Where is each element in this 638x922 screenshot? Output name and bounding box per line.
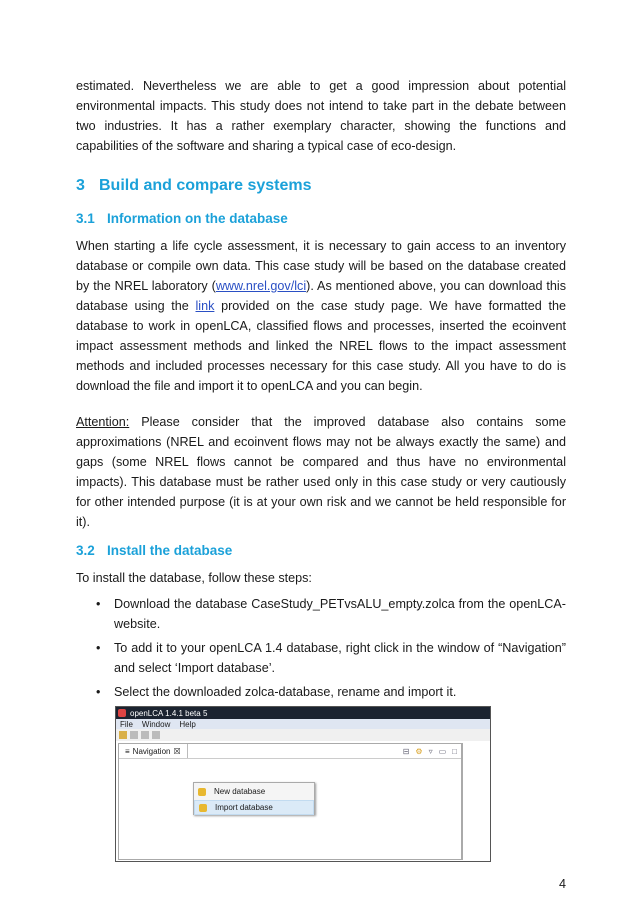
heading-title: Build and compare systems [99,177,312,194]
download-link[interactable]: link [195,299,215,313]
spacer [76,396,566,412]
text: ). As mentioned above, you can download this database using the [76,279,567,313]
text: compile own data. This case study will be based on the database created by the NREL [76,259,567,293]
paragraph-database-info [76,236,566,396]
home-icon[interactable] [119,731,127,739]
bullet-icon: • [96,685,101,699]
heading-number: 3 [76,177,85,194]
text: impacts. This study does not intend to take part in the debate between two industries. It has a [76,99,567,133]
title-bar [116,707,490,719]
minimize-icon[interactable]: ▭ [438,746,447,756]
window-title: openLCA 1.4.1 beta 5 [130,708,208,718]
tree-icon: ≡ [125,746,130,756]
page-number: 4 [558,877,566,891]
section-heading-3-2 [76,542,566,560]
heading-title: Information on the database [107,211,288,226]
attention-label: Attention: [76,415,130,429]
divider [462,743,463,860]
app-icon [118,709,126,717]
list-item [76,594,566,634]
openlca-screenshot [115,706,491,862]
text: used only in this case study or very cautiously for other intended purpose (it is at your own risk [76,475,566,509]
close-icon[interactable]: ☒ [173,746,181,756]
save-icon[interactable] [130,731,138,739]
toolbar [116,729,490,741]
section-heading-3 [76,176,566,196]
menu-file[interactable]: File [120,719,133,729]
text: and we cannot be held responsible for it). [76,495,567,529]
text: classified flows and processes, inserted the ecoinvent impact assessment methods and linked [76,319,566,353]
import-database-icon [199,804,207,812]
text: estimated. Nevertheless we are able to get a good impression about potential environmental [76,79,566,113]
save-all-icon[interactable] [152,731,160,739]
view-menu-icon[interactable]: ▿ [428,746,433,756]
list-item [76,682,566,702]
bullet-text: Download the database CaseStudy_PETvsALU_empty.zolca from the openLCA-website. [114,597,566,631]
text: laboratory ( [151,279,216,293]
text: a typical case of eco-design. [297,139,457,153]
install-steps [76,594,566,702]
text: When starting a life cycle assessment, it is necessary to gain access to an inventory database or [76,239,566,273]
menu-item-label: New database [214,787,266,796]
maximize-icon[interactable]: □ [452,746,457,756]
menu-item-new-database[interactable] [194,785,314,798]
bullet-text: To add it to your openLCA 1.4 database, right click in the window of “Navigation” and [114,641,566,675]
menu-bar [116,719,490,729]
install-intro: To install the database, follow these steps: [76,571,312,585]
text: Please consider that the improved database also contains some approximations [76,415,566,449]
text: the NREL flows to the impact assessment methods and included processes necessary for this [76,339,566,373]
view-tab-bar [119,744,461,759]
text: (NREL and ecoinvent flows may not be always exactly the same) and gaps (some NREL flows [76,435,566,469]
text: rather exemplary character, showing the functions and capabilities of the software and sharing [76,119,566,153]
text: case study. All you have to do is download the file and import it to openLCA and you can begin. [76,359,567,393]
nrel-link[interactable]: www.nrel.gov/lci [215,279,307,293]
paragraph-attention [76,412,566,532]
collapse-all-icon[interactable]: ⊟ [402,746,410,756]
heading-title: Install the database [107,543,233,558]
new-database-icon [198,788,206,796]
paragraph-intro [76,76,566,156]
text: cannot be compared and thus have no environmental impacts). This database must be rather [76,455,566,489]
bullet-icon: • [96,597,101,611]
save-as-icon[interactable] [141,731,149,739]
menu-item-label: Import database [215,803,273,812]
bullet-text: Select the downloaded zolca-database, rename and import it. [114,685,457,699]
context-menu [193,782,315,815]
tab-navigation[interactable] [119,744,188,758]
link-icon[interactable]: ⚙ [415,746,423,756]
navigation-view [118,743,462,860]
menu-help[interactable]: Help [179,719,196,729]
heading-number: 3.1 [76,211,95,226]
text: provided on the case study page. We have formatted the database to work in openLCA, [76,299,566,333]
heading-number: 3.2 [76,543,95,558]
bullet-icon: • [96,641,101,655]
menu-item-import-database[interactable] [194,800,314,815]
view-controls [403,747,461,756]
tab-label: Navigation [132,746,171,756]
menu-window[interactable]: Window [141,719,171,729]
bullet-text: select ‘Import database’. [138,661,276,675]
section-heading-3-1 [76,210,566,228]
list-item [76,638,566,678]
